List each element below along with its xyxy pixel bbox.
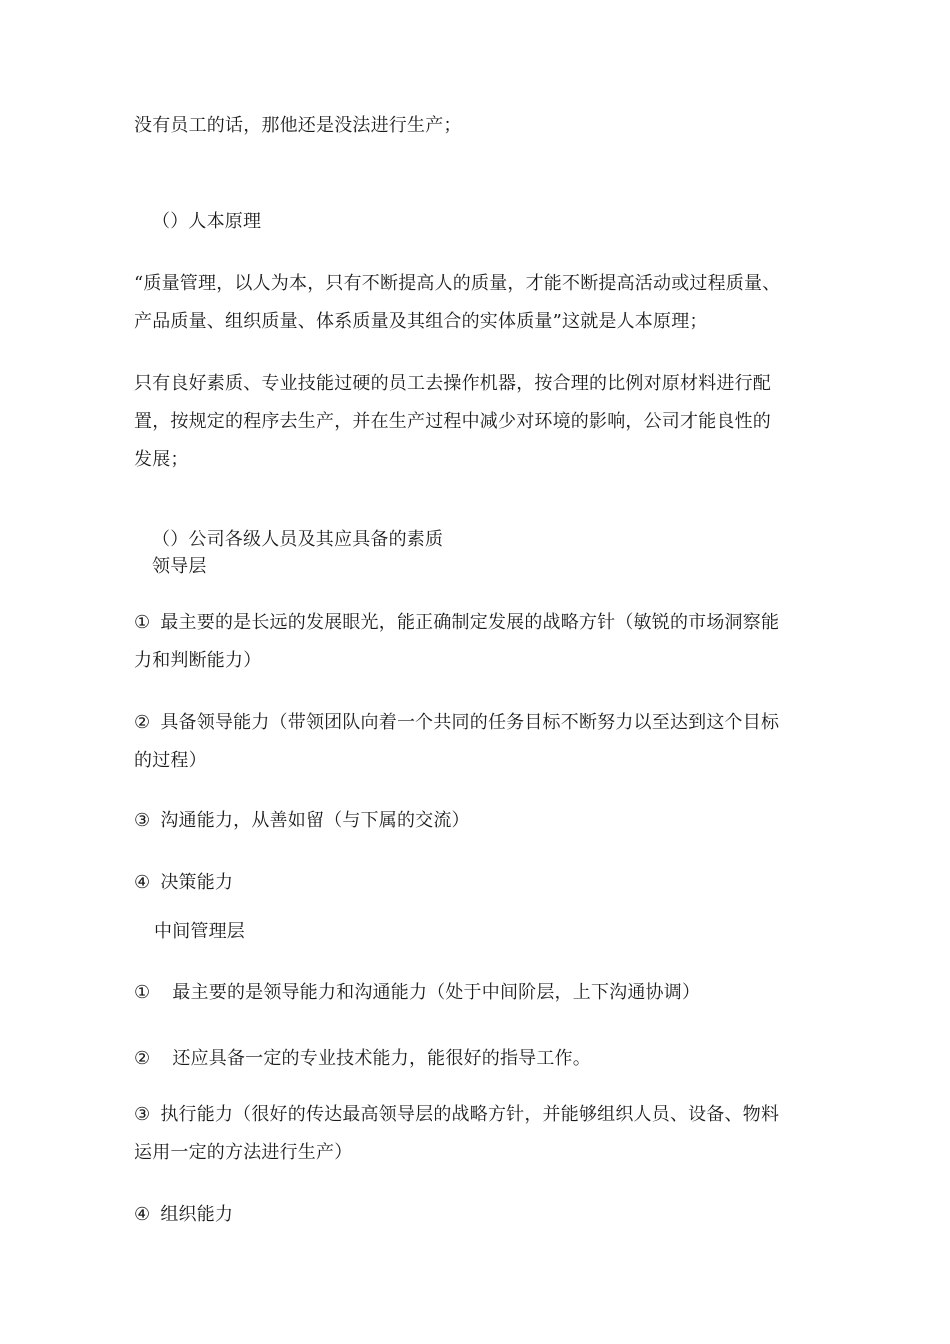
section-heading: （）公司各级人员及其应具备的素质 (152, 529, 444, 550)
list-item-text: 具备领导能力（带领团队向着一个共同的任务目标不断努力以至达到这个目标 (160, 712, 780, 733)
list-item (134, 975, 824, 1011)
paragraph-line: 置，按规定的程序去生产，并在生产过程中减少对环境的影响，公司才能良性的 (134, 411, 771, 432)
list-item (134, 1097, 824, 1133)
list-item-text: 还应具备一定的专业技术能力，能很好的指导工作。 (172, 1048, 591, 1069)
list-item-text: 组织能力 (160, 1204, 234, 1225)
paragraph-line: “质量管理，以人为本，只有不断提高人的质量，才能不断提高活动或过程质量、 (134, 273, 781, 294)
paragraph-line: 产品质量、组织质量、体系质量及其组合的实体质量”这就是人本原理； (134, 311, 708, 332)
list-item-text: 决策能力 (160, 872, 234, 893)
subsection-heading: 中间管理层 (154, 921, 245, 942)
list-marker: ② (134, 712, 151, 733)
list-item (134, 865, 824, 901)
list-item (134, 1041, 824, 1077)
list-marker: ③ (134, 1104, 151, 1125)
subsection-heading: 领导层 (152, 556, 207, 577)
list-marker: ② (134, 1048, 151, 1069)
list-marker: ③ (134, 810, 151, 831)
list-item-text: 最主要的是领导能力和沟通能力（处于中间阶层，上下沟通协调） (172, 982, 701, 1003)
paragraph-line: 只有良好素质、专业技能过硬的员工去操作机器，按合理的比例对原材料进行配 (134, 373, 771, 394)
list-item-text: 执行能力（很好的传达最高领导层的战略方针，并能够组织人员、设备、物料 (160, 1104, 780, 1125)
list-item (134, 705, 824, 741)
paragraph-line: 的过程） (134, 750, 207, 771)
list-item (134, 803, 824, 839)
list-marker: ④ (134, 872, 151, 893)
list-marker: ① (134, 982, 151, 1003)
list-marker: ① (134, 612, 151, 633)
paragraph-line: 力和判断能力） (134, 650, 262, 671)
list-item-text: 沟通能力，从善如留（与下属的交流） (160, 810, 470, 831)
section-heading: （）人本原理 (152, 211, 262, 232)
list-item (134, 1197, 824, 1233)
list-item (134, 605, 824, 641)
paragraph-line: 没有员工的话，那他还是没法进行生产； (134, 115, 462, 136)
list-marker: ④ (134, 1204, 151, 1225)
paragraph-line: 运用一定的方法进行生产） (134, 1142, 353, 1163)
paragraph-line: 发展； (134, 449, 189, 470)
list-item-text: 最主要的是长远的发展眼光，能正确制定发展的战略方针（敏锐的市场洞察能 (160, 612, 780, 633)
